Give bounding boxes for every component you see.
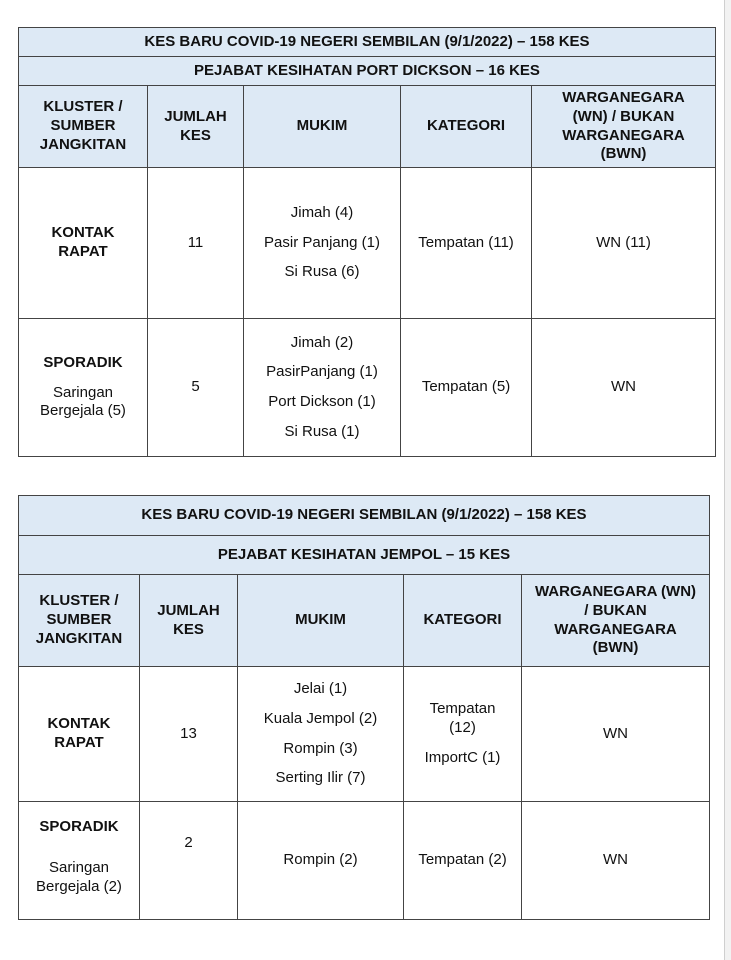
header-warganegara: WARGANEGARA (WN) / BUKAN WARGANEGARA (BWN) bbox=[532, 86, 716, 168]
header-mukim: MUKIM bbox=[238, 575, 404, 667]
mukim-cell: Jimah (4) Pasir Panjang (1) Si Rusa (6) bbox=[244, 168, 401, 319]
kluster-cell: SPORADIK Saringan Bergejala (5) bbox=[19, 319, 148, 457]
header-kluster: KLUSTER / SUMBER JANGKITAN bbox=[19, 86, 148, 168]
header-kategori: KATEGORI bbox=[401, 86, 532, 168]
port-dickson-table bbox=[18, 27, 716, 457]
table-row bbox=[19, 168, 716, 319]
header-kategori: KATEGORI bbox=[404, 575, 522, 667]
health-office-title: PEJABAT KESIHATAN JEMPOL – 15 KES bbox=[19, 536, 710, 575]
mukim-cell: Rompin (2) bbox=[238, 802, 404, 920]
table-title: KES BARU COVID-19 NEGERI SEMBILAN (9/1/2022) – 158 KES bbox=[19, 496, 710, 536]
jumlah-cell: 5 bbox=[148, 319, 244, 457]
jumlah-cell: 2 bbox=[140, 802, 238, 920]
mukim-cell: Jimah (2) PasirPanjang (1) Port Dickson (1) Si Rusa (1) bbox=[244, 319, 401, 457]
table-row bbox=[19, 667, 710, 802]
kluster-cell: KONTAK RAPAT bbox=[19, 667, 140, 802]
jempol-table bbox=[18, 495, 710, 920]
table-row bbox=[19, 802, 710, 920]
kluster-cell: SPORADIK Saringan Bergejala (2) bbox=[19, 802, 140, 920]
page-edge bbox=[724, 0, 731, 960]
header-jumlah-kes: JUMLAH KES bbox=[140, 575, 238, 667]
mukim-cell: Jelai (1) Kuala Jempol (2) Rompin (3) Serting Ilir (7) bbox=[238, 667, 404, 802]
warganegara-cell: WN (11) bbox=[532, 168, 716, 319]
header-mukim: MUKIM bbox=[244, 86, 401, 168]
table-row bbox=[19, 319, 716, 457]
jumlah-cell: 11 bbox=[148, 168, 244, 319]
header-jumlah-kes: JUMLAH KES bbox=[148, 86, 244, 168]
header-warganegara: WARGANEGARA (WN) / BUKAN WARGANEGARA (BWN) bbox=[522, 575, 710, 667]
kategori-cell: Tempatan (2) bbox=[404, 802, 522, 920]
kluster-cell: KONTAK RAPAT bbox=[19, 168, 148, 319]
table-title: KES BARU COVID-19 NEGERI SEMBILAN (9/1/2022) – 158 KES bbox=[19, 28, 716, 57]
kategori-cell: Tempatan (11) bbox=[401, 168, 532, 319]
jumlah-cell: 13 bbox=[140, 667, 238, 802]
warganegara-cell: WN bbox=[522, 802, 710, 920]
kategori-cell: Tempatan (5) bbox=[401, 319, 532, 457]
health-office-title: PEJABAT KESIHATAN PORT DICKSON – 16 KES bbox=[19, 57, 716, 86]
warganegara-cell: WN bbox=[522, 667, 710, 802]
header-kluster: KLUSTER / SUMBER JANGKITAN bbox=[19, 575, 140, 667]
warganegara-cell: WN bbox=[532, 319, 716, 457]
kategori-cell: Tempatan (12) ImportC (1) bbox=[404, 667, 522, 802]
